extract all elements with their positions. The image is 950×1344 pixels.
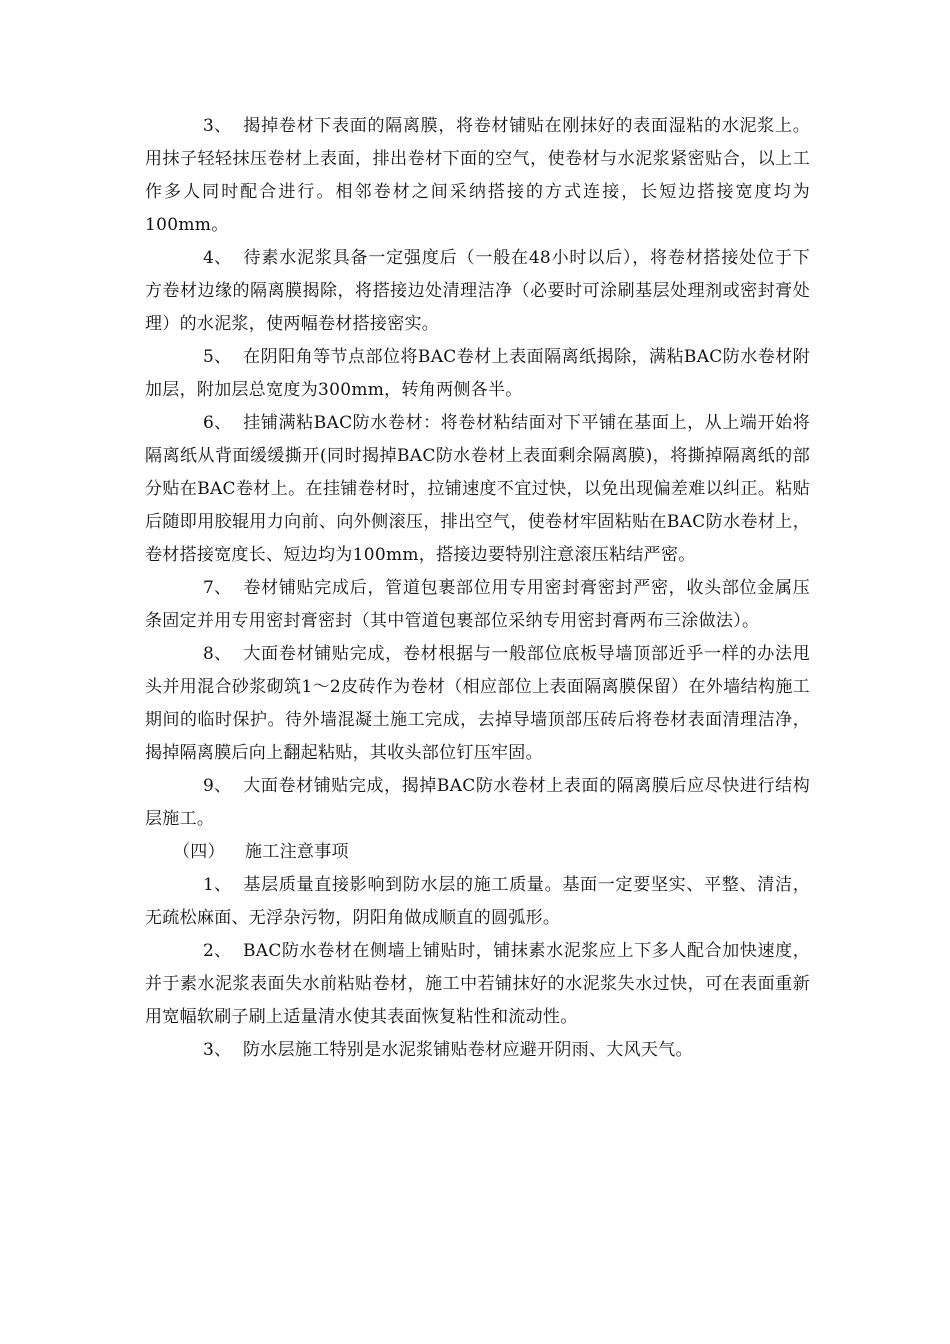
section-number: （四） [173,842,225,862]
section-title: 施工注意事项 [245,842,349,862]
paragraph-step-4 [145,242,810,341]
paragraph-text: 揭掉卷材下表面的隔离膜，将卷材铺贴在刚抹好的表面湿粘的水泥浆上。用抹子轻轻抹压卷材上表面，排出卷材下面的空气，使卷材与水泥浆紧密贴合，以上工作多人同时配合进行。相邻卷材之间采纳搭接的方式连接，长短边搭接宽度均为100mm。 [145,116,810,235]
paragraph-text: 挂铺满粘BAC防水卷材：将卷材粘结面对下平铺在基面上，从上端开始将隔离纸从背面缓缓撕开(同时揭掉BAC防水卷材上表面剩余隔离膜)，将撕掉隔离纸的部分贴在BAC卷材上。在挂铺卷材时，拉铺速度不宜过快，以免出现偏差难以纠正。粘贴后随即用胶辊用力向前、向外侧滚压，排出空气，使卷材牢固粘贴在BAC防水卷材上，卷材搭接宽度长、短边均为100mm，搭接边要特别注意滚压粘结严密。 [145,413,810,565]
paragraph-step-9 [145,770,810,836]
paragraph-number: 7、 [203,578,232,598]
paragraph-text: 防水层施工特别是水泥浆铺贴卷材应避开阴雨、大风天气。 [243,1040,693,1060]
paragraph-note-3 [145,1034,810,1067]
paragraph-text: BAC防水卷材在侧墙上铺贴时，铺抹素水泥浆应上下多人配合加快速度，并于素水泥浆表面失水前粘贴卷材，施工中若铺抹好的水泥浆失水过快，可在表面重新用宽幅软刷子刷上适量清水使其表面恢复粘性和流动性。 [145,941,810,1027]
paragraph-number: 9、 [203,776,232,796]
paragraph-number: 5、 [203,347,232,367]
document-body [145,110,810,1067]
paragraph-number: 1、 [203,875,232,895]
paragraph-text: 大面卷材铺贴完成，卷材根据与一般部位底板导墙顶部近乎一样的办法甩头并用混合砂浆砌筑1～2皮砖作为卷材（相应部位上表面隔离膜保留）在外墙结构施工期间的临时保护。待外墙混凝土施工完成，去掉导墙顶部压砖后将卷材表面清理洁净，揭掉隔离膜后向上翻起粘贴，其收头部位钉压牢固。 [145,644,810,763]
paragraph-text: 基层质量直接影响到防水层的施工质量。基面一定要坚实、平整、清洁，无疏松麻面、无浮杂污物，阴阳角做成顺直的圆弧形。 [145,875,810,928]
paragraph-step-7 [145,572,810,638]
paragraph-number: 6、 [203,413,232,433]
paragraph-step-3 [145,110,810,242]
paragraph-number: 8、 [203,644,232,664]
paragraph-step-5 [145,341,810,407]
section-heading [145,836,810,869]
paragraph-text: 大面卷材铺贴完成，揭掉BAC防水卷材上表面的隔离膜后应尽快进行结构层施工。 [145,776,810,829]
paragraph-step-8 [145,638,810,770]
paragraph-number: 2、 [203,941,232,961]
paragraph-text: 待素水泥浆具备一定强度后（一般在48小时以后），将卷材搭接处位于下方卷材边缘的隔离膜揭除，将搭接边处清理洁净（必要时可涂刷基层处理剂或密封膏处理）的水泥浆，使两幅卷材搭接密实。 [145,248,810,334]
paragraph-note-2 [145,935,810,1034]
paragraph-step-6 [145,407,810,572]
paragraph-note-1 [145,869,810,935]
paragraph-text: 卷材铺贴完成后，管道包裹部位用专用密封膏密封严密，收头部位金属压条固定并用专用密封膏密封（其中管道包裹部位采纳专用密封膏两布三涂做法）。 [145,578,810,631]
paragraph-text: 在阴阳角等节点部位将BAC卷材上表面隔离纸揭除，满粘BAC防水卷材附加层，附加层总宽度为300mm，转角两侧各半。 [145,347,810,400]
paragraph-number: 4、 [203,248,232,268]
paragraph-number: 3、 [203,1040,232,1060]
paragraph-number: 3、 [203,116,232,136]
